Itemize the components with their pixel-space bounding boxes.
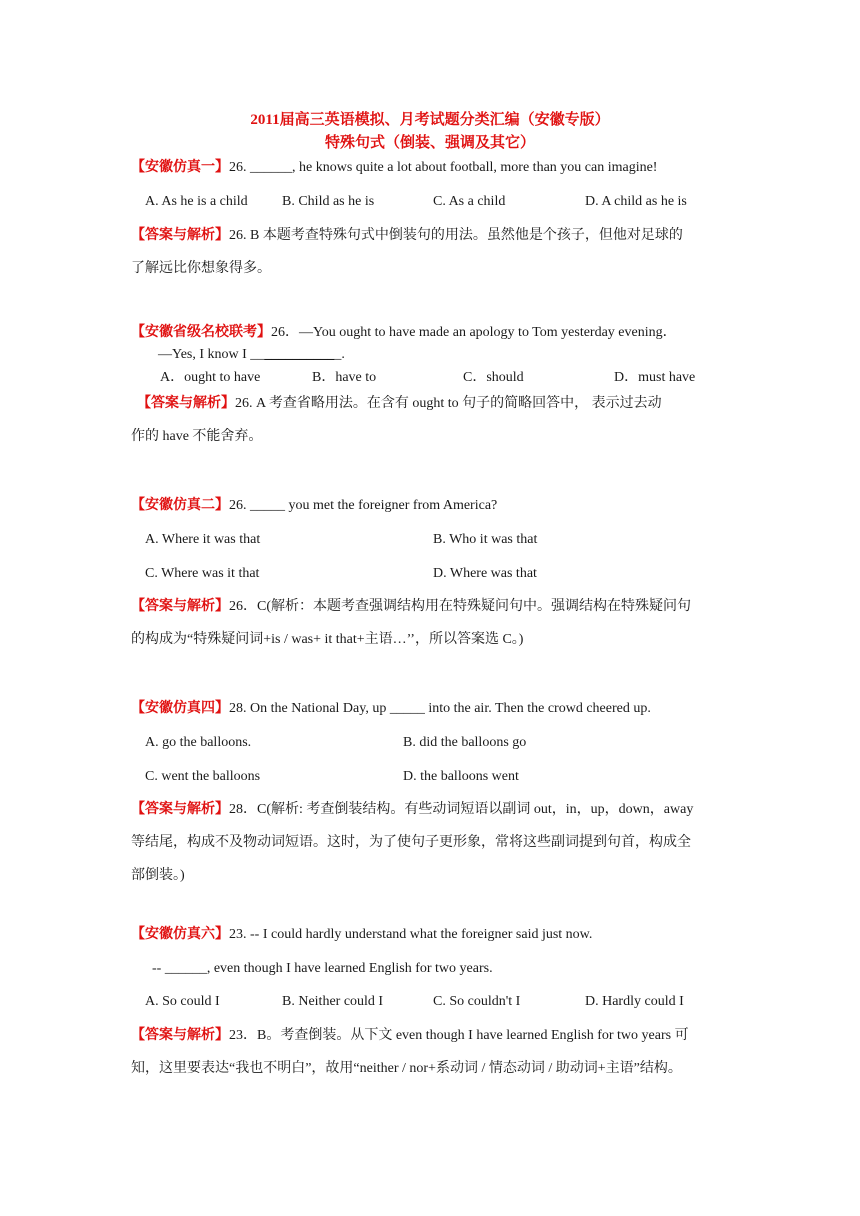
question-2-answer-line-1 — [137, 395, 662, 413]
question-5-source-tag: 【安徽仿真六】 — [131, 927, 229, 942]
question-5-answer-tag: 【答案与解析】 — [131, 1028, 229, 1043]
question-3-answer-line-1 — [131, 598, 691, 616]
question-1-option-b: B. Child as he is — [282, 194, 375, 209]
question-3-option-d: D. Where was that — [433, 566, 537, 581]
question-5-option-b: B. Neither could I — [282, 994, 384, 1009]
question-5-stem-line-2: -- ______, even though I have learned English for two years. — [152, 961, 493, 976]
question-2-text: 26．—You ought to have made an apology to Tom yesterday evening． — [271, 325, 677, 340]
document-subtitle: 特殊句式（倒装、强调及其它） — [324, 135, 535, 151]
question-2-stem-line-2: —Yes, I know I _____________. — [158, 347, 345, 362]
question-1-option-a: A. As he is a child — [145, 194, 248, 209]
document-title: 2011届高三英语模拟、月考试题分类汇编（安徽专版） — [250, 112, 610, 128]
question-3-source-tag: 【安徽仿真二】 — [131, 498, 229, 513]
question-3-stem — [131, 497, 497, 515]
question-4-option-a: A. go the balloons. — [145, 735, 252, 750]
question-4-source-tag: 【安徽仿真四】 — [131, 701, 229, 716]
question-1-answer-text: 26. B 本题考查特殊句式中倒装句的用法。虽然他是个孩子，但他对足球的 — [229, 228, 683, 243]
question-2-source-tag: 【安徽省级名校联考】 — [131, 325, 271, 340]
question-1-stem — [131, 159, 657, 177]
question-4-answer-text: 28．C(解析: 考查倒装结构。有些动词短语以副词 out，in，up，down，away — [229, 802, 694, 817]
question-2-answer-tag: 【答案与解析】 — [137, 396, 235, 411]
question-3-option-a: A. Where it was that — [145, 532, 261, 547]
question-1-option-d: D. A child as he is — [585, 194, 687, 209]
question-4-answer-line-2: 等结尾，构成不及物动词短语。这时，为了使句子更形象，常将这些副词提到句首，构成全 — [131, 835, 691, 850]
question-2-answer-text: 26. A 考查省略用法。在含有 ought to 句子的简略回答中， 表示过去动 — [235, 396, 662, 411]
question-2-blank: __________ — [264, 347, 335, 362]
question-1-answer-line-2: 了解远比你想象得多。 — [131, 261, 271, 276]
question-2-option-a: A．ought to have — [160, 370, 261, 385]
question-3-option-b: B. Who it was that — [433, 532, 538, 547]
question-1-answer-line-1 — [131, 227, 683, 245]
question-4-answer-line-1 — [131, 801, 693, 819]
question-2-option-b: B．have to — [312, 370, 377, 385]
question-2-option-d: D．must have — [614, 370, 696, 385]
question-5-answer-line-1 — [131, 1027, 689, 1045]
question-2-option-c: C．should — [463, 370, 524, 385]
question-1-option-c: C. As a child — [433, 194, 506, 209]
question-4-answer-tag: 【答案与解析】 — [131, 802, 229, 817]
question-4-answer-line-3: 部倒装。) — [131, 868, 185, 883]
question-2-answer-line-2: 作的 have 不能舍弃。 — [131, 429, 263, 444]
question-5-answer-line-2: 知，这里要表达“我也不明白”，故用“neither / nor+系动词 / 情态动词 / 助动词+主语”结构。 — [131, 1061, 682, 1076]
question-5-text: 23. -- I could hardly understand what the foreigner said just now. — [229, 927, 593, 942]
question-5-option-d: D. Hardly could I — [585, 994, 684, 1009]
question-5-option-a: A. So could I — [145, 994, 220, 1009]
question-5-option-c: C. So couldn't I — [433, 994, 521, 1009]
question-3-answer-line-2: 的构成为“特殊疑问词+is / was+ it that+主语…’’，所以答案选 C。) — [131, 632, 524, 647]
question-1-source-tag: 【安徽仿真一】 — [131, 160, 229, 175]
question-1-answer-tag: 【答案与解析】 — [131, 228, 229, 243]
question-4-text: 28. On the National Day, up _____ into the air. Then the crowd cheered up. — [229, 701, 651, 716]
question-5-answer-text: 23．B。考查倒装。从下文 even though I have learned English for two years 可 — [229, 1028, 689, 1043]
question-4-option-c: C. went the balloons — [145, 769, 261, 784]
question-1-text: 26. ______, he knows quite a lot about football, more than you can imagine! — [229, 160, 658, 175]
question-4-option-b: B. did the balloons go — [403, 735, 527, 750]
question-3-text: 26. _____ you met the foreigner from America? — [229, 498, 498, 513]
question-3-option-c: C. Where was it that — [145, 566, 260, 581]
question-4-option-d: D. the balloons went — [403, 769, 519, 784]
question-3-answer-tag: 【答案与解析】 — [131, 599, 229, 614]
question-5-stem — [131, 926, 592, 944]
question-4-stem — [131, 700, 651, 718]
question-2-stem — [131, 324, 677, 342]
question-3-answer-text: 26．C(解析：本题考查强调结构用在特殊疑问句中。强调结构在特殊疑问句 — [229, 599, 691, 614]
